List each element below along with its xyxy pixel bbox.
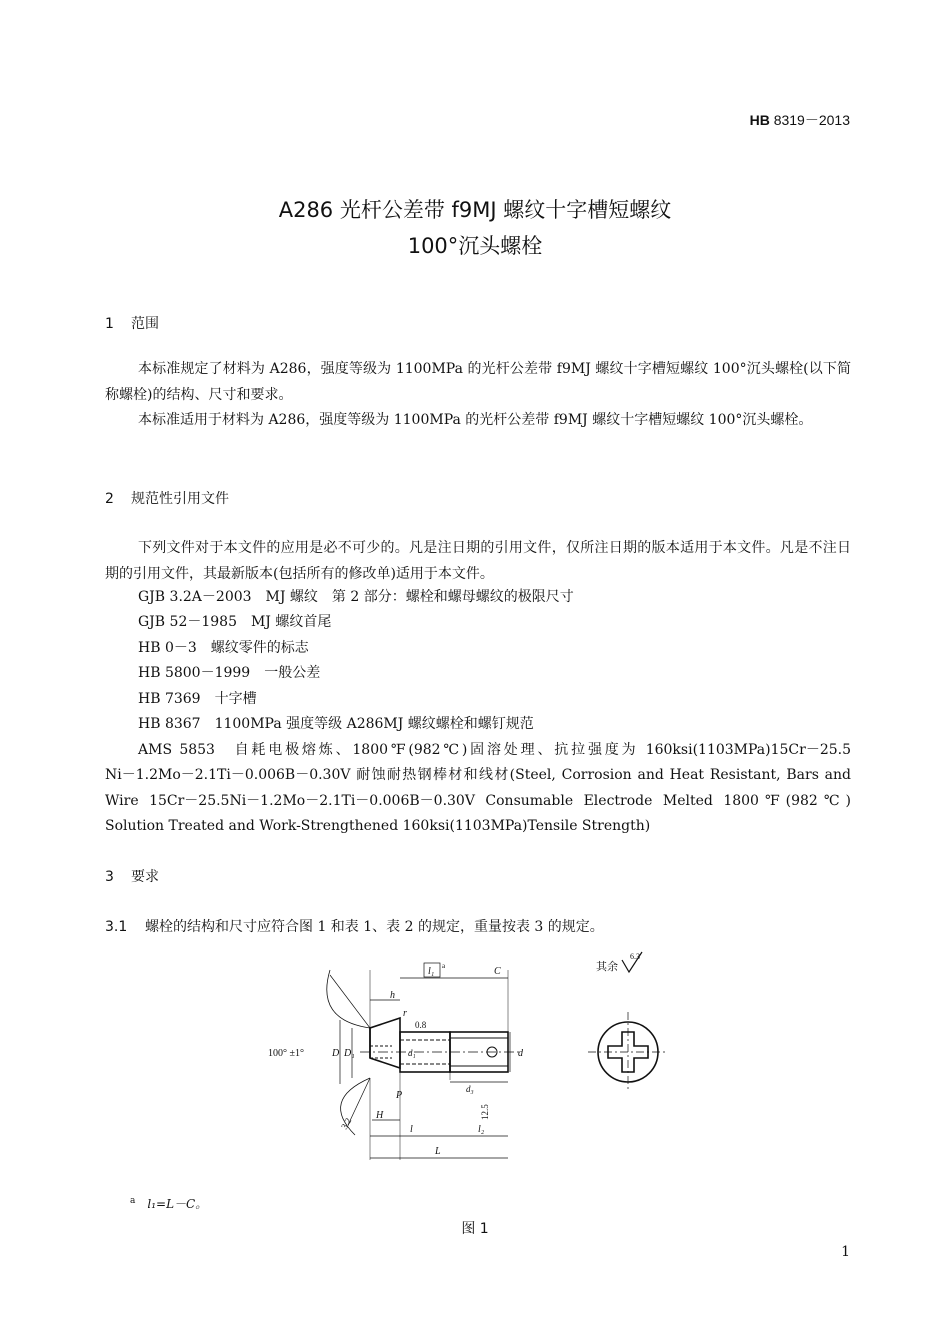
bolt-drawing [260, 950, 700, 1165]
dim-D1: D₁ [344, 1048, 355, 1059]
dim-d: d [518, 1048, 523, 1059]
document-code: HB 8319－2013 [749, 112, 850, 128]
angle-label: 100° ±1° [268, 1048, 304, 1059]
reference-item: HB 7369 十字槽 [138, 691, 257, 707]
section2-intro: 下列文件对于本文件的应用是必不可少的。凡是注日期的引用文件，仅所注日期的版本适用于本文件。凡是不注日期的引用文件，其最新版本(包括所有的修改单)适用于本文件。 [105, 540, 851, 582]
requirement-3-1: 3.1 螺栓的结构和尺寸应符合图 1 和表 1、表 2 的规定，重量按表 3 的规定。 [105, 919, 604, 935]
document-title-line1: A286 光杆公差带 f9MJ 螺纹十字槽短螺纹 [278, 198, 672, 222]
reference-item: HB 5800－1999 一般公差 [138, 665, 321, 681]
reference-item: GJB 52－1985 MJ 螺纹首尾 [138, 614, 332, 630]
roughness-3-2: 3.2 [339, 1116, 354, 1131]
dim-d3: d₃ [466, 1084, 474, 1094]
section1-paragraph1: 本标准规定了材料为 A286，强度等级为 1100MPa 的光杆公差带 f9MJ 螺纹十字槽短螺纹 100°沉头螺栓(以下简称螺栓)的结构、尺寸和要求。 [105, 361, 851, 403]
reference-item: HB 0－3 螺纹零件的标志 [138, 640, 309, 656]
dim-l2: l₂ [478, 1124, 485, 1135]
rest-roughness-label: 其余 [596, 960, 618, 973]
dim-H: H [376, 1110, 384, 1121]
dim-h: h [390, 990, 395, 1001]
page-number: 1 [841, 1244, 850, 1260]
dim-d1: d₁ [408, 1048, 416, 1058]
section-heading-3: 3 要求 [105, 869, 159, 885]
dim-D: D [332, 1048, 340, 1059]
dim-P: P [396, 1090, 403, 1101]
figure-footnote: $^a$ l₁=L－C。 [130, 1196, 208, 1211]
roughness-12-5: 12.5 [480, 1104, 490, 1120]
reference-item: HB 8367 1100MPa 强度等级 A286MJ 螺纹螺栓和螺钉规范 [138, 716, 534, 732]
dim-L: L [435, 1146, 441, 1157]
reference-ams-line3: Wire 15Cr－25.5Ni－1.2Mo－2.1Ti－0.006B－0.30V Consumable Electrode Melted 1800℉(982℃) [105, 793, 851, 809]
dim-l1: l₁ [428, 966, 435, 977]
document-title-line2: 100°沉头螺栓 [407, 234, 543, 258]
dim-l: l [410, 1124, 413, 1135]
figure-caption: 图 1 [461, 1221, 489, 1237]
reference-ams-line2: Ni－1.2Mo－2.1Ti－0.006B－0.30V 耐蚀耐热钢棒材和线材(Steel, Corrosion and Heat Resistant, Bars and [105, 767, 851, 783]
rest-roughness-value: 6.3 [630, 952, 640, 961]
reference-ams-line1: AMS 5853 自耗电极熔炼、1800℉(982℃)固溶处理、抗拉强度为 160ksi(1103MPa)15Cr－25.5 [138, 742, 851, 758]
bolt-head [370, 1018, 400, 1068]
dim-r: r [403, 1008, 407, 1019]
dim-C: C [494, 966, 501, 977]
reference-ams-line4: Solution Treated and Work-Strengthened 160ksi(1103MPa)Tensile Strength) [105, 818, 651, 834]
dim-l1-mark: a [442, 962, 446, 970]
roughness-0-8: 0.8 [415, 1020, 427, 1030]
reference-item: GJB 3.2A－2003 MJ 螺纹 第 2 部分：螺栓和螺母螺纹的极限尺寸 [138, 589, 574, 605]
section1-paragraph2: 本标准适用于材料为 A286，强度等级为 1100MPa 的光杆公差带 f9MJ 螺纹十字槽短螺纹 100°沉头螺栓。 [138, 412, 813, 428]
section-heading-1: 1 范围 [105, 316, 159, 332]
section-heading-2: 2 规范性引用文件 [105, 491, 229, 507]
